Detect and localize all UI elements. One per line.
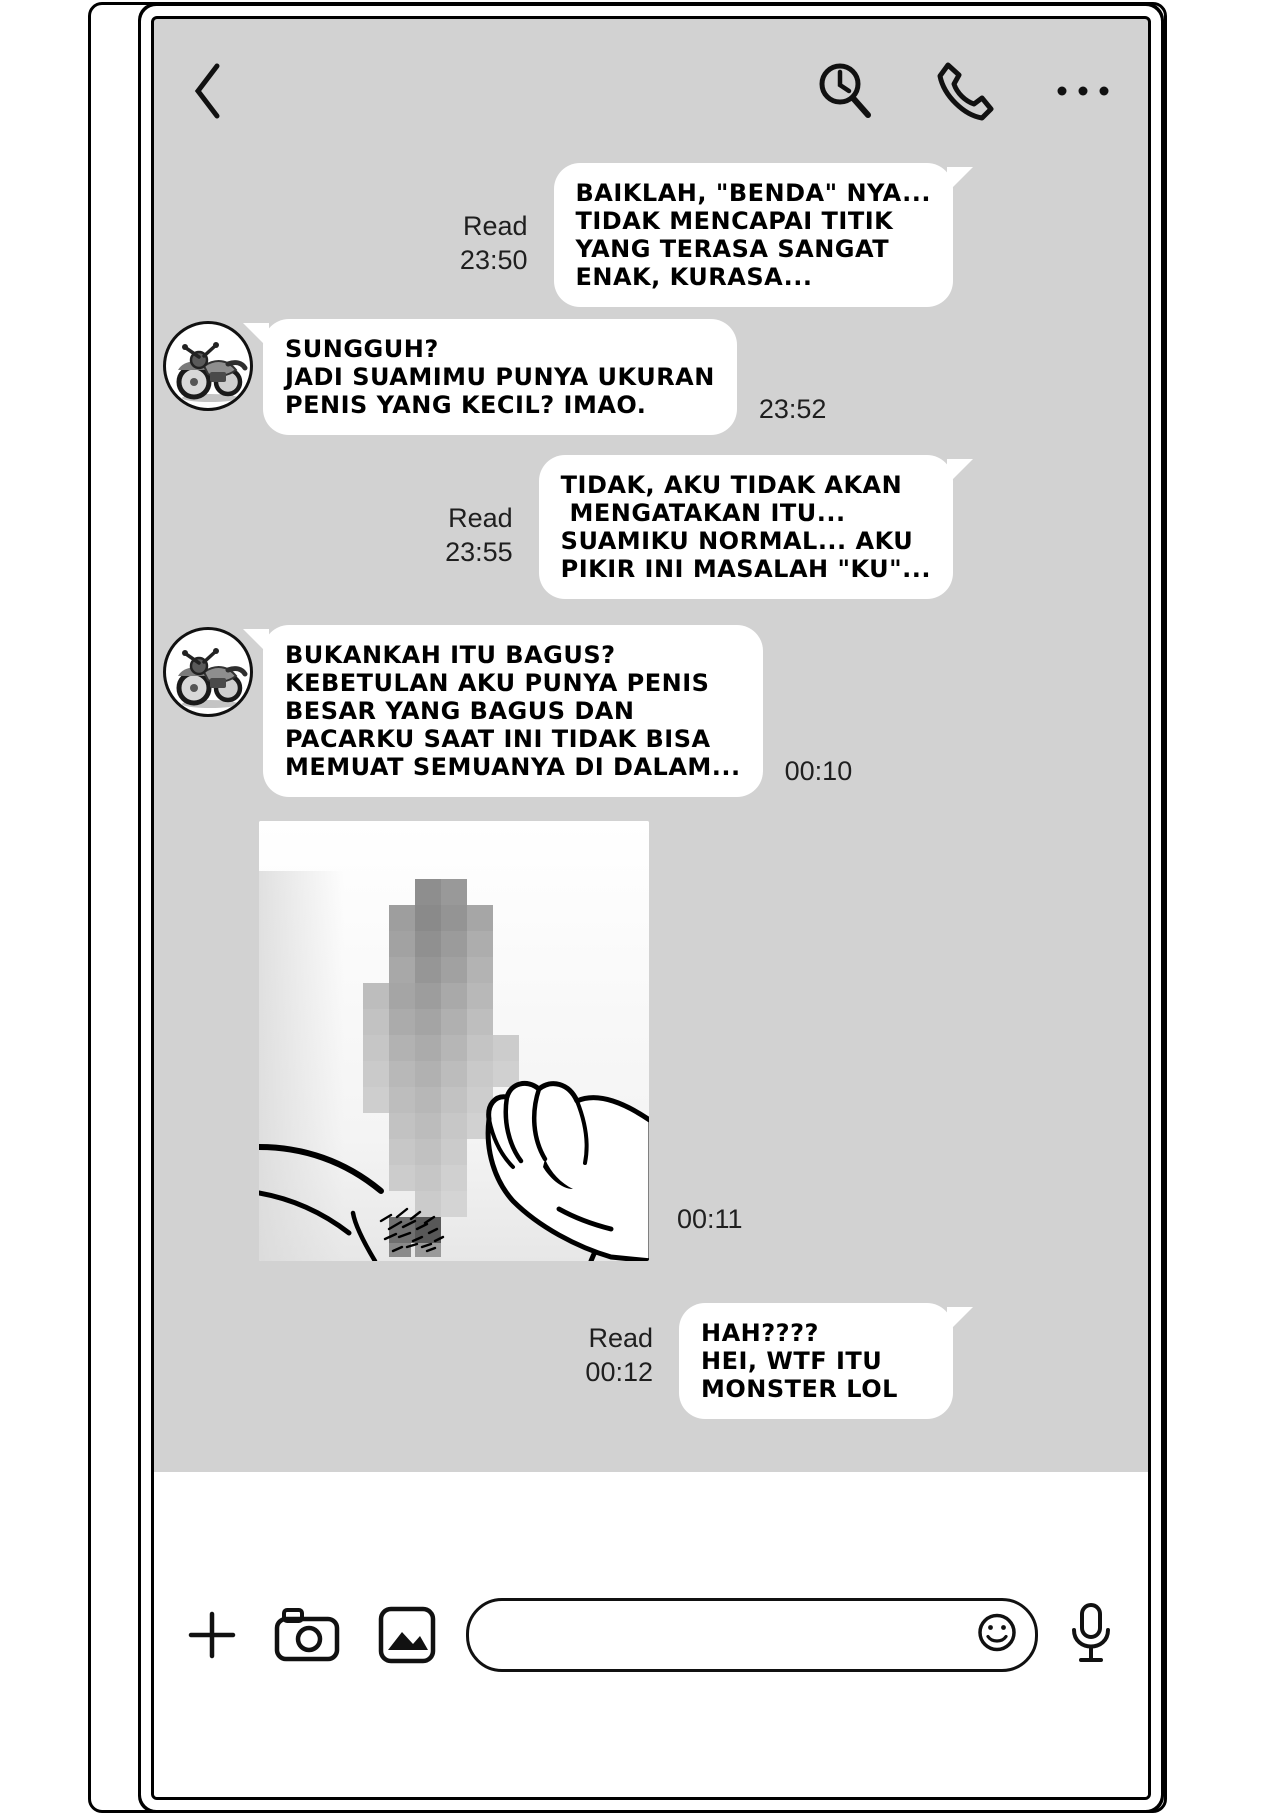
- received-message-bubble[interactable]: [263, 625, 763, 797]
- read-receipt: Read: [588, 1323, 653, 1353]
- camera-icon: [274, 1607, 340, 1663]
- received-message-bubble[interactable]: [263, 319, 737, 435]
- message-line: BUKANKAH ITU BAGUS?: [285, 641, 616, 669]
- message-meta: [585, 1321, 653, 1389]
- plus-icon: [188, 1611, 236, 1659]
- emoji-button[interactable]: [975, 1610, 1019, 1659]
- contact-avatar[interactable]: [163, 321, 253, 411]
- motorcycle-avatar-image: [166, 630, 250, 714]
- message-row: [154, 163, 1148, 307]
- ellipsis-icon: [1054, 81, 1112, 101]
- message-line: HEI, WTF ITU: [701, 1347, 883, 1375]
- gallery-button[interactable]: [378, 1606, 436, 1664]
- search-history-icon: [814, 59, 876, 123]
- message-line: KEBETULAN AKU PUNYA PENIS: [285, 669, 710, 697]
- read-receipt: Read: [462, 211, 528, 241]
- message-line: MONSTER LOL: [701, 1375, 898, 1403]
- message-input-pill: [466, 1598, 1038, 1672]
- timestamp: 00:10: [784, 756, 853, 786]
- message-line: TIDAK, AKU TIDAK AKAN: [560, 471, 903, 499]
- voice-message-button[interactable]: [1068, 1602, 1114, 1668]
- message-line: TIDAK MENCAPAI TITIK: [575, 207, 894, 235]
- timestamp: 00:11: [677, 1204, 743, 1234]
- message-line: YANG TERASA SANGAT: [575, 235, 890, 263]
- message-line: PIKIR INI MASALAH "KU"...: [560, 555, 931, 583]
- picture-icon: [378, 1606, 436, 1664]
- message-row: [154, 1303, 1148, 1419]
- message-line: SUNGGUH?: [285, 335, 439, 363]
- sent-message-bubble[interactable]: [679, 1303, 953, 1419]
- call-button[interactable]: [934, 60, 996, 122]
- chat-screen: [151, 16, 1151, 1800]
- message-composer-bar: [154, 1472, 1148, 1797]
- message-row: [154, 625, 1148, 797]
- censored-photo-image: [259, 821, 649, 1261]
- smiley-icon: [975, 1610, 1019, 1654]
- back-button[interactable]: [192, 62, 222, 120]
- message-line: BESAR YANG BAGUS DAN: [285, 697, 635, 725]
- chat-top-bar: [154, 19, 1148, 149]
- message-meta: [445, 501, 513, 569]
- phone-icon: [934, 60, 996, 122]
- message-line: BAIKLAH, "BENDA" NYA...: [575, 179, 931, 207]
- message-row: [154, 455, 1148, 599]
- message-line: PACARKU SAAT INI TIDAK BISA: [285, 725, 711, 753]
- message-input[interactable]: [469, 1601, 1035, 1669]
- message-row: [154, 821, 1148, 1261]
- more-options-button[interactable]: [1054, 81, 1112, 101]
- timestamp: 23:52: [758, 394, 827, 424]
- message-meta: [460, 209, 528, 277]
- message-line: PENIS YANG KECIL? IMAO.: [285, 391, 647, 419]
- message-line: HAH????: [701, 1319, 819, 1347]
- image-message-censored-photo[interactable]: [259, 821, 649, 1261]
- timestamp: 23:55: [445, 537, 513, 567]
- add-attachment-button[interactable]: [188, 1611, 236, 1659]
- sent-message-bubble[interactable]: [554, 163, 954, 307]
- chat-area: [154, 149, 1148, 1472]
- search-history-button[interactable]: [814, 59, 876, 123]
- chevron-left-icon: [192, 62, 222, 120]
- contact-avatar[interactable]: [163, 627, 253, 717]
- message-line: SUAMIKU NORMAL... AKU: [560, 527, 914, 555]
- timestamp: 23:50: [459, 245, 528, 275]
- message-line: JADI SUAMIMU PUNYA UKURAN: [285, 363, 715, 391]
- motorcycle-avatar-image: [166, 324, 250, 408]
- message-line: MEMUAT SEMUANYA DI DALAM...: [285, 753, 741, 781]
- timestamp: 00:12: [585, 1357, 653, 1387]
- microphone-icon: [1068, 1602, 1114, 1668]
- read-receipt: Read: [448, 503, 513, 533]
- message-line: MENGATAKAN ITU...: [560, 499, 846, 527]
- sent-message-bubble[interactable]: [539, 455, 953, 599]
- message-line: ENAK, KURASA...: [575, 263, 813, 291]
- message-row: [154, 319, 1148, 435]
- camera-button[interactable]: [274, 1607, 340, 1663]
